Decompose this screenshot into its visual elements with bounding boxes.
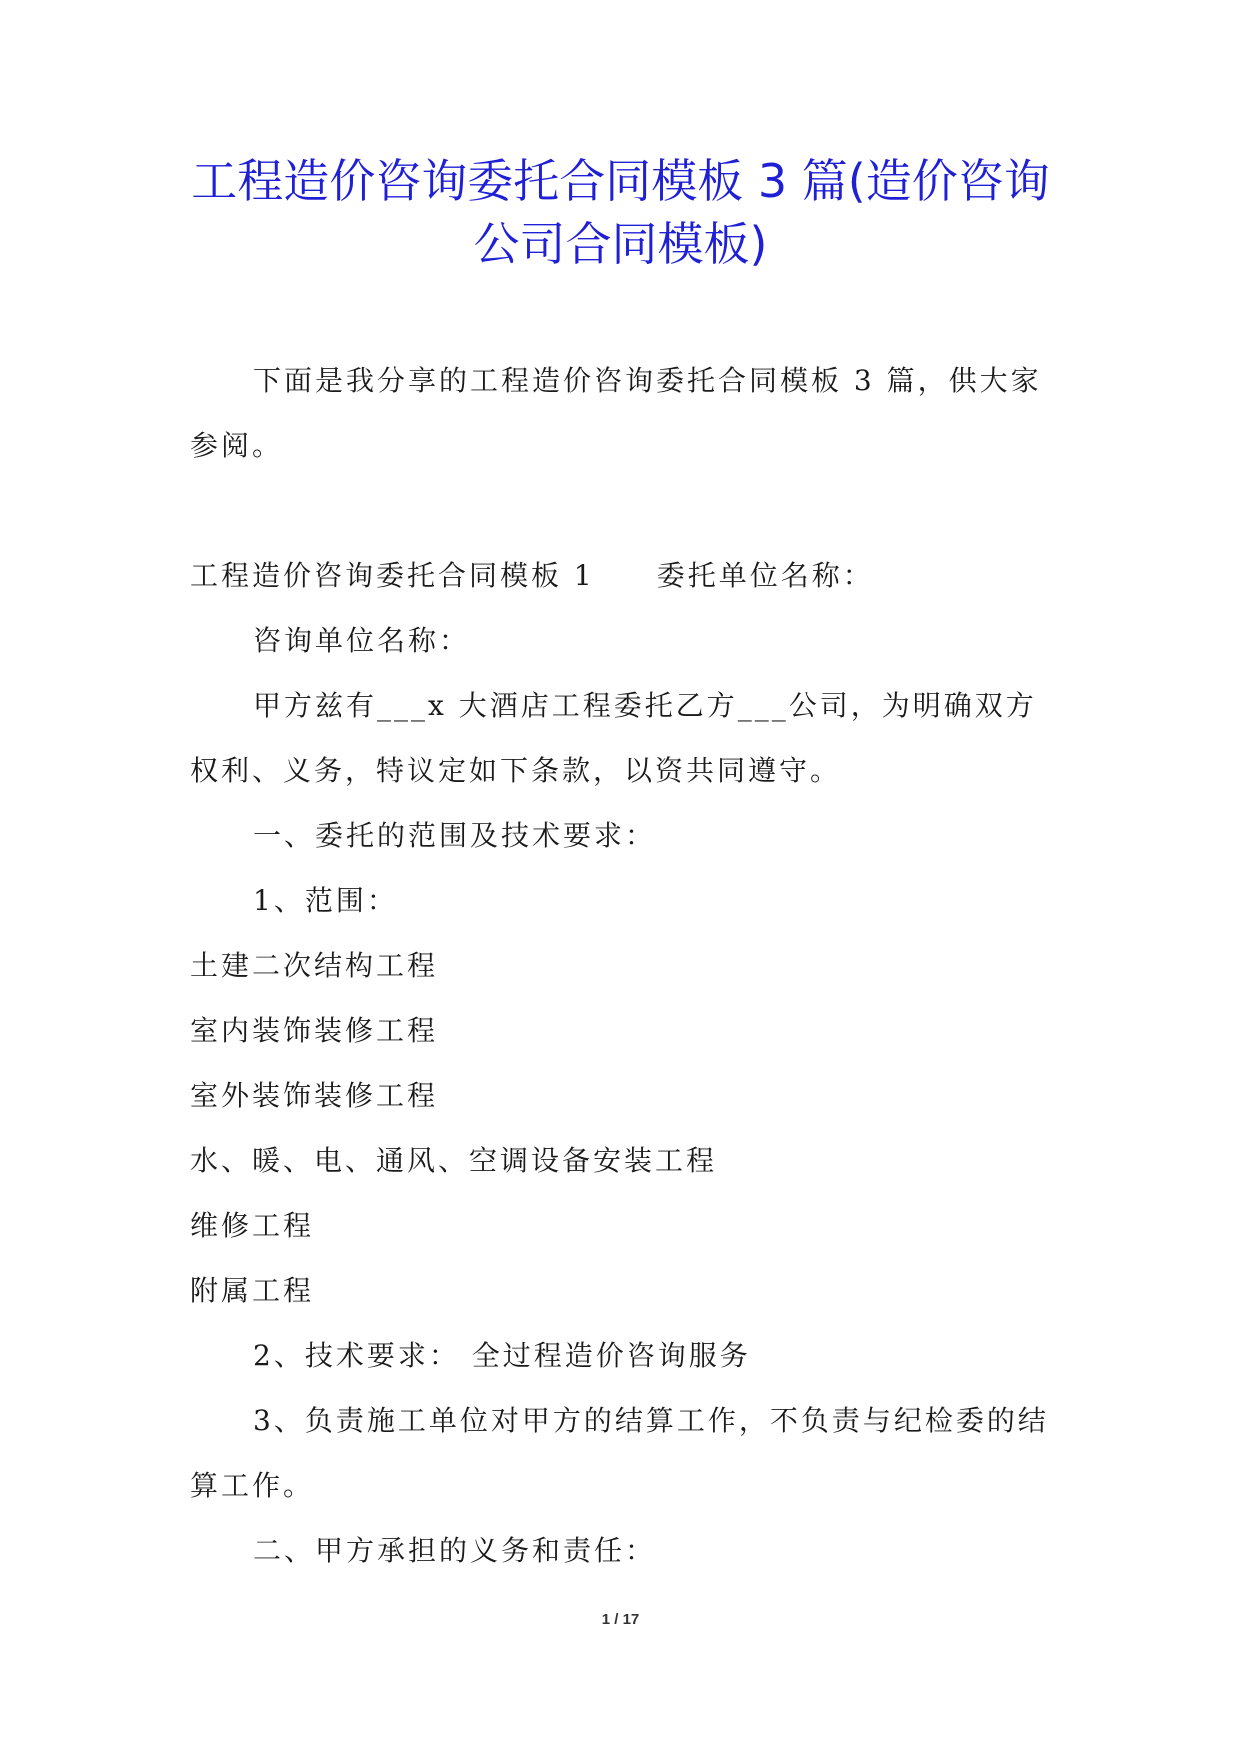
tech-requirements-line: 2、技术要求： 全过程造价咨询服务	[253, 1339, 751, 1372]
section-heading-2: 二、甲方承担的义务和责任：	[253, 1534, 657, 1567]
document-title	[150, 150, 1091, 276]
list-item: 土建二次结构工程	[190, 949, 439, 982]
settlement-paragraph: 3、负责施工单位对甲方的结算工作，不负责与纪检委的结算工作。	[190, 1404, 1049, 1502]
agreement-paragraph: 甲方兹有___x 大酒店工程委托乙方___公司，为明确双方权利、义务，特议定如下条款，以资共同遵守。	[190, 689, 1037, 787]
section-heading-1: 一、委托的范围及技术要求：	[253, 819, 657, 852]
intro-paragraph: 下面是我分享的工程造价咨询委托合同模板 3 篇，供大家参阅。	[190, 364, 1042, 462]
scope-heading: 1、范围：	[253, 884, 398, 917]
list-item: 维修工程	[190, 1209, 315, 1242]
list-item: 室内装饰装修工程	[190, 1014, 439, 1047]
page-number: 1 / 17	[601, 1611, 640, 1628]
list-item: 水、暖、电、通风、空调设备安装工程	[190, 1144, 718, 1177]
title-line-2: 公司合同模板)	[473, 217, 768, 271]
list-item: 附属工程	[190, 1274, 315, 1307]
title-line-1: 工程造价咨询委托合同模板 3 篇(造价咨询	[191, 154, 1050, 208]
list-item: 室外装饰装修工程	[190, 1079, 439, 1112]
document-body	[190, 348, 1056, 1583]
consulting-unit-line: 咨询单位名称：	[253, 624, 471, 657]
template-heading: 工程造价咨询委托合同模板 1 委托单位名称：	[190, 559, 874, 592]
